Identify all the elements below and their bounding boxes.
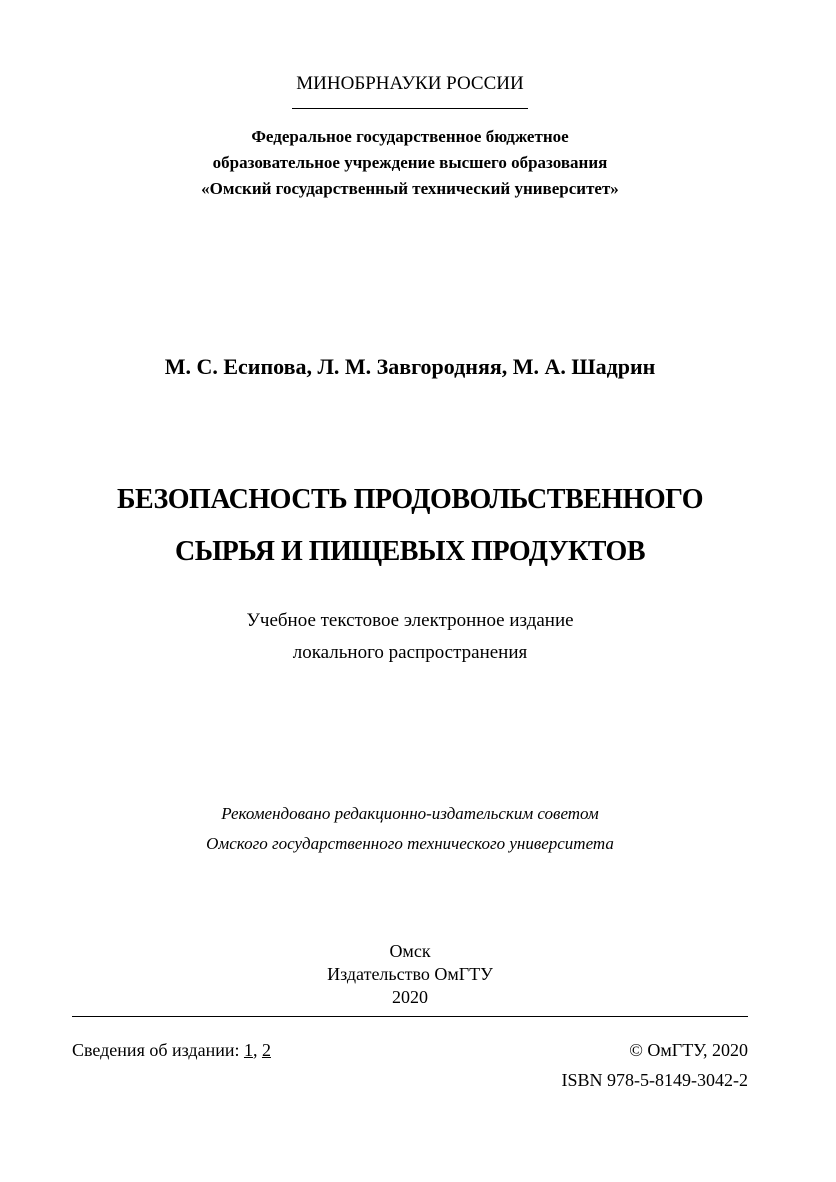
imprint-year: 2020 (392, 987, 428, 1007)
institution-block (140, 124, 680, 202)
edition-link-2[interactable]: 2 (261, 1040, 271, 1060)
ministry-name: МИНОБРНАУКИ РОССИИ (296, 73, 524, 94)
ministry-divider (292, 108, 528, 109)
copyright: © ОмГТУ, 2020 (629, 1040, 748, 1060)
institution-line: Федеральное государственное бюджетное (251, 127, 569, 146)
recommendation-line: Омского государственного технического университета (206, 834, 614, 853)
authors: М. С. Есипова, Л. М. Завгородняя, М. А. Шадрин (164, 354, 656, 379)
institution-line: «Омский государственный технический университет» (201, 179, 619, 198)
subtitle-line: локального распространения (292, 642, 528, 663)
institution-line: образовательное учреждение высшего образования (212, 153, 608, 172)
subtitle-line: Учебное текстовое электронное издание (246, 610, 574, 631)
imprint-city: Омск (389, 941, 431, 961)
title-line: СЫРЬЯ И ПИЩЕВЫХ ПРОДУКТОВ (174, 536, 646, 567)
edition-link-separator: , (252, 1040, 262, 1060)
title-line: БЕЗОПАСНОСТЬ ПРОДОВОЛЬСТВЕННОГО (116, 484, 704, 515)
book-subtitle (160, 605, 660, 669)
recommendation-line: Рекомендовано редакционно-издательским советом (221, 804, 599, 823)
book-title (60, 474, 760, 578)
edition-info (72, 1038, 271, 1062)
edition-link-1[interactable]: 1 (243, 1040, 253, 1060)
edition-info-label: Сведения об издании: (72, 1040, 240, 1060)
footer-divider (72, 1016, 748, 1017)
isbn: ISBN 978-5-8149-3042-2 (561, 1070, 748, 1090)
recommendation-note (120, 799, 700, 859)
imprint-block (260, 940, 560, 1009)
imprint-publisher: Издательство ОмГТУ (327, 964, 493, 984)
